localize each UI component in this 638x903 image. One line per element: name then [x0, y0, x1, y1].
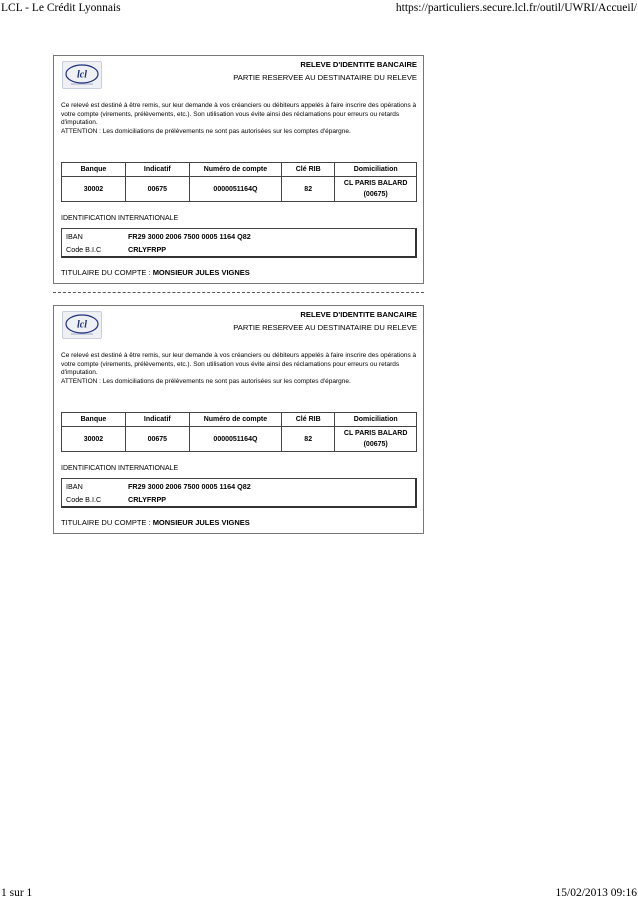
iban-value: FR29 3000 2006 7500 0005 1164 Q82: [128, 232, 251, 241]
col-cle: Clé RIB: [282, 413, 335, 427]
svg-text:lcl: lcl: [77, 69, 87, 81]
bic-value: CRLYFRPP: [128, 245, 167, 254]
table-row: [62, 427, 417, 452]
iban-box: [61, 478, 417, 508]
svg-text:lcl: lcl: [77, 319, 87, 331]
holder-label: TITULAIRE DU COMPTE :: [61, 268, 151, 277]
banque-value: 30002: [62, 427, 126, 452]
col-banque: Banque: [62, 413, 126, 427]
domiciliation-agency: CL PARIS BALARD: [343, 180, 408, 187]
page-title: LCL - Le Crédit Lyonnais: [1, 2, 121, 14]
compte-value: 0000051164Q: [189, 177, 281, 202]
intl-label: IDENTIFICATION INTERNATIONALE: [61, 465, 179, 472]
iban-box: [61, 228, 417, 258]
domiciliation-agency: CL PARIS BALARD: [343, 430, 408, 437]
domiciliation-value: [335, 177, 417, 202]
col-indicatif: Indicatif: [125, 413, 189, 427]
print-footer: [0, 887, 638, 899]
notice-text: Ce relevé est destiné à être remis, sur leur demande à vos créanciers ou débiteurs appelés à faire inscrire des opérations à votre compte (virements, prélèvements, etc.). Son utilisation vous évite ainsi des réclamations pour erreurs ou retards d'imputation.: [61, 352, 417, 377]
page-url[interactable]: https://particuliers.secure.lcl.fr/outil/UWRI/Accueil/: [395, 2, 637, 14]
lcl-logo: [62, 311, 102, 339]
holder-name: MONSIEUR JULES VIGNES: [152, 268, 250, 277]
col-cle: Clé RIB: [282, 163, 335, 177]
rib-card: [53, 305, 424, 534]
rib-table: [61, 162, 417, 202]
rib-notice: [61, 352, 417, 386]
col-domiciliation: Domiciliation: [335, 163, 417, 177]
iban-label: IBAN: [66, 232, 83, 241]
rib-notice: [61, 102, 417, 136]
account-holder: [61, 518, 250, 527]
table-row: [62, 177, 417, 202]
col-banque: Banque: [62, 163, 126, 177]
banque-value: 30002: [62, 177, 126, 202]
col-indicatif: Indicatif: [125, 163, 189, 177]
rib-card: [53, 55, 424, 284]
warning-text: ATTENTION : Les domiciliations de prélèvements ne sont pas autorisées sur les comptes d'épargne.: [61, 377, 351, 385]
notice-text: Ce relevé est destiné à être remis, sur leur demande à vos créanciers ou débiteurs appelés à faire inscrire des opérations à votre compte (virements, prélèvements, etc.). Son utilisation vous évite ainsi des réclamations pour erreurs ou retards d'imputation.: [61, 102, 417, 127]
rib-table: [61, 412, 417, 452]
table-header-row: [62, 413, 417, 427]
page-count: 1 sur 1: [1, 887, 33, 899]
col-domiciliation: Domiciliation: [335, 413, 417, 427]
domiciliation-value: [335, 427, 417, 452]
iban-value: FR29 3000 2006 7500 0005 1164 Q82: [128, 482, 251, 491]
bic-label: Code B.I.C: [66, 495, 102, 504]
iban-label: IBAN: [66, 482, 83, 491]
rib-title: RELEVE D'IDENTITE BANCAIRE: [300, 60, 417, 69]
bic-value: CRLYFRPP: [128, 495, 167, 504]
domiciliation-code: (00675): [363, 441, 388, 448]
intl-label: IDENTIFICATION INTERNATIONALE: [61, 215, 179, 222]
col-compte: Numéro de compte: [189, 163, 281, 177]
domiciliation-code: (00675): [363, 191, 388, 198]
account-holder: [61, 268, 250, 277]
rib-subtitle: PARTIE RESERVEE AU DESTINATAIRE DU RELEVE: [233, 73, 417, 82]
bic-label: Code B.I.C: [66, 245, 102, 254]
cle-value: 82: [282, 177, 335, 202]
col-compte: Numéro de compte: [189, 413, 281, 427]
lcl-logo: [62, 61, 102, 89]
table-header-row: [62, 163, 417, 177]
warning-text: ATTENTION : Les domiciliations de prélèvements ne sont pas autorisées sur les comptes d'épargne.: [61, 127, 351, 135]
holder-label: TITULAIRE DU COMPTE :: [61, 518, 151, 527]
compte-value: 0000051164Q: [189, 427, 281, 452]
print-header: [0, 2, 638, 14]
cle-value: 82: [282, 427, 335, 452]
rib-subtitle: PARTIE RESERVEE AU DESTINATAIRE DU RELEVE: [233, 323, 417, 332]
holder-name: MONSIEUR JULES VIGNES: [152, 518, 250, 527]
rib-title: RELEVE D'IDENTITE BANCAIRE: [300, 310, 417, 319]
indicatif-value: 00675: [125, 177, 189, 202]
print-timestamp: 15/02/2013 09:16: [555, 887, 637, 899]
indicatif-value: 00675: [125, 427, 189, 452]
cut-line: [53, 292, 424, 293]
